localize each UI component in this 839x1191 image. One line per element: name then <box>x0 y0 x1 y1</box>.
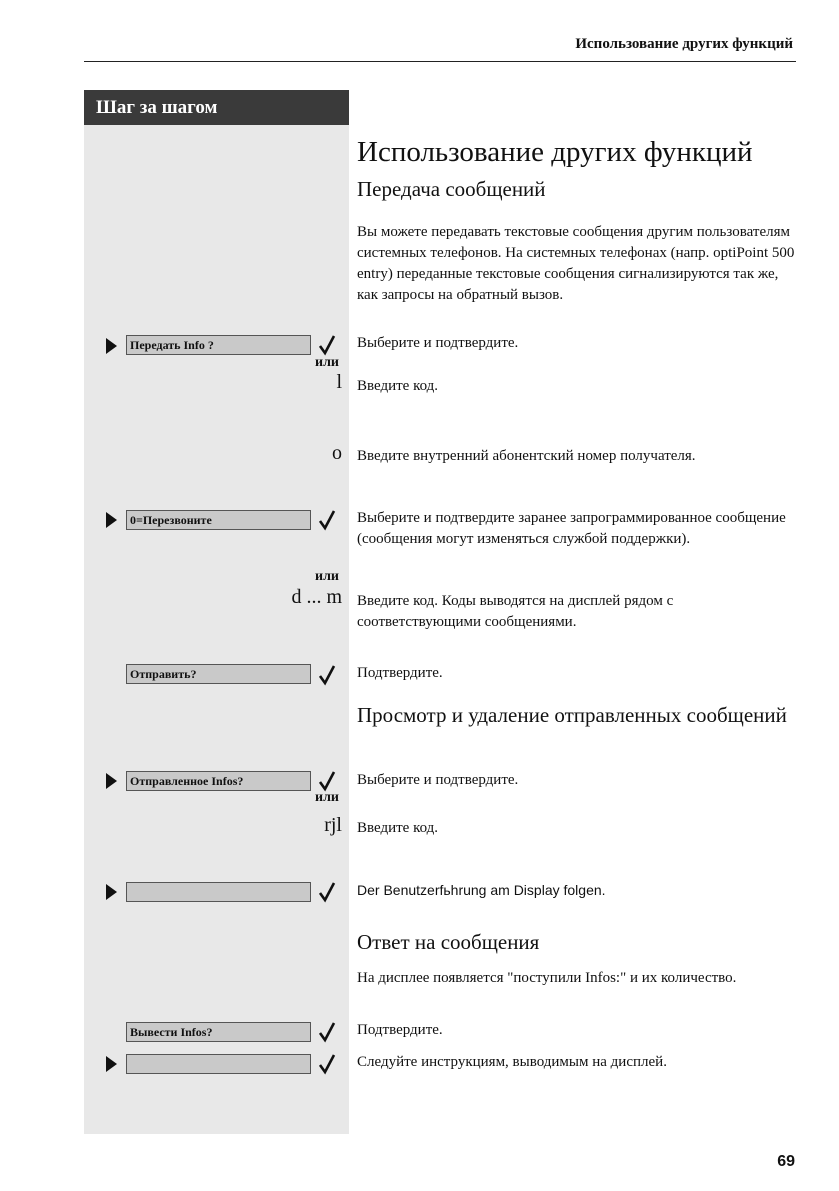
or-label: или <box>315 569 339 584</box>
select-arrow-icon <box>106 338 117 354</box>
checkmark-icon <box>317 881 337 903</box>
step-text: Подтвердите. <box>357 1022 443 1038</box>
checkmark-icon <box>317 1053 337 1075</box>
intro-paragraph: Вы можете передавать текстовые сообщения другим пользователям системных телефонов. На системных телефонах (напр. optiPoint 500 entry) переданные текстовые сообщения сигнализируются так же, как запросы на обратный вызов. <box>357 224 795 303</box>
display-callback: 0=Перезвоните <box>126 510 311 530</box>
checkmark-icon <box>317 334 337 356</box>
select-arrow-icon <box>106 884 117 900</box>
step-text: Выберите и подтвердите. <box>357 772 519 788</box>
checkmark-icon <box>317 664 337 686</box>
page-title: Использование других функций <box>357 136 753 168</box>
section-title-view-delete: Просмотр и удаление отправленных сообщений <box>357 703 787 727</box>
step-text: Выберите и подтвердите заранее запрограммированное сообщение (сообщения могут изменяться службой поддержки). <box>357 510 786 547</box>
running-header: Использование других функций <box>575 36 793 52</box>
step-text: Следуйте инструкциям, выводимым на дисплей. <box>357 1054 667 1070</box>
section-title-send: Передача сообщений <box>357 177 546 201</box>
display-send-info: Передать Info ? <box>126 335 311 355</box>
page-number: 69 <box>777 1153 795 1170</box>
sidebar-heading: Шаг за шагом <box>84 90 349 125</box>
select-arrow-icon <box>106 1056 117 1072</box>
select-arrow-icon <box>106 773 117 789</box>
step-text: Введите код. <box>357 378 439 394</box>
display-blank <box>126 1054 311 1074</box>
checkmark-icon <box>317 770 337 792</box>
display-blank <box>126 882 311 902</box>
key-code: l <box>336 371 342 393</box>
select-arrow-icon <box>106 512 117 528</box>
display-send: Отправить? <box>126 664 311 684</box>
answer-paragraph: На дисплее появляется "поступили Infos:" и их количество. <box>357 970 737 986</box>
step-text: Введите код. <box>357 820 439 836</box>
section-title-answer: Ответ на сообщения <box>357 930 540 954</box>
key-code: o <box>332 442 342 464</box>
step-text: Подтвердите. <box>357 665 443 681</box>
or-label: или <box>315 790 339 805</box>
step-sidebar <box>84 90 349 1134</box>
step-text: Введите внутренний абонентский номер получателя. <box>357 448 696 464</box>
checkmark-icon <box>317 509 337 531</box>
key-code: rjl <box>324 814 342 836</box>
step-text: Введите код. Коды выводятся на дисплей рядом с соответствующими сообщениями. <box>357 593 674 630</box>
step-text: Выберите и подтвердите. <box>357 335 519 351</box>
checkmark-icon <box>317 1021 337 1043</box>
or-label: или <box>315 355 339 370</box>
key-code: d ... m <box>291 586 342 608</box>
display-show-infos: Вывести Infos? <box>126 1022 311 1042</box>
header-rule <box>84 61 796 62</box>
display-sent-infos: Отправленное Infos? <box>126 771 311 791</box>
step-text: Der Benutzerfьhrung am Display folgen. <box>357 882 606 898</box>
